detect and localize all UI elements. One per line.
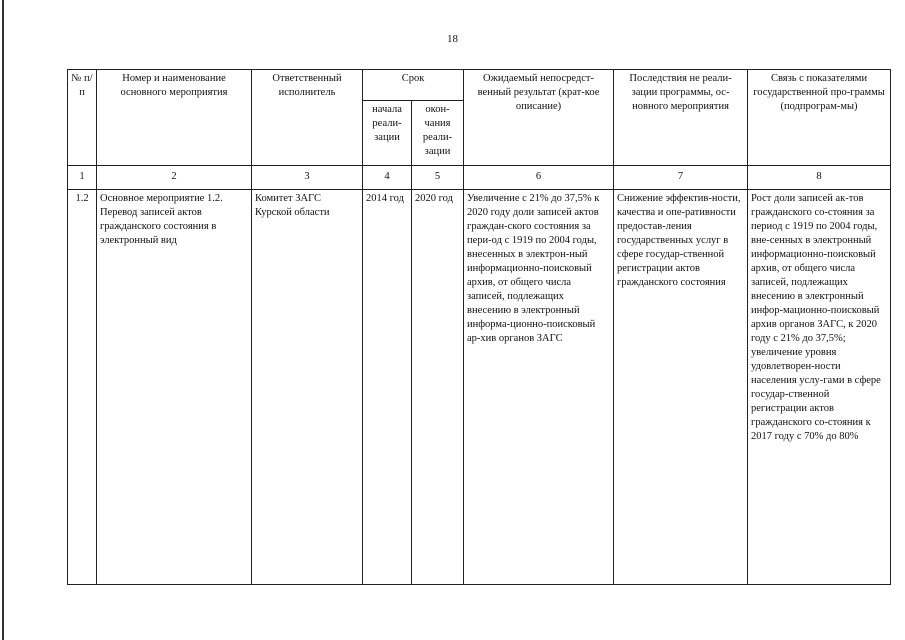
column-number: 6: [464, 166, 614, 190]
column-number: 2: [97, 166, 252, 190]
header-indicator-link: Связь с показателями государственной про-граммы (подпрограм-мы): [748, 70, 891, 166]
row-responsible: Комитет ЗАГС Курской области: [252, 190, 363, 585]
page-left-edge: [2, 0, 4, 640]
header-term: Срок: [363, 70, 464, 101]
table-row: [68, 190, 891, 585]
column-number: 8: [748, 166, 891, 190]
header-activity-name: Номер и наименование основного мероприятия: [97, 70, 252, 166]
row-indicator-link: Рост доли записей ак-тов гражданского со-стояния за период с 1919 по 2004 годы, вне-сенных в электронный информационно-поисковый архив, от общего числа записей, подлежащих внесению в электронный инфор-мационно-поисковый архив органов ЗАГС, к 2020 году с 21% до 37,5%; увеличение уровня удовлетворен-ности населения услу-гами в сфере государ-ственной регистрации актов гражданского со-стояния к 2017 году с 70% до 80%: [748, 190, 891, 585]
column-number: 7: [614, 166, 748, 190]
activities-table: [67, 69, 891, 585]
column-number: 5: [412, 166, 464, 190]
row-num: 1.2: [68, 190, 97, 585]
header-num: № п/п: [68, 70, 97, 166]
column-number: 3: [252, 166, 363, 190]
row-consequences: Снижение эффектив-ности, качества и опе-ративности предостав-ления государственных услуг в сфере государ-ственной регистрации актов гражданского состояния: [614, 190, 748, 585]
header-consequences: Последствия не реали-зации программы, ос-новного мероприятия: [614, 70, 748, 166]
header-term-start: начала реали-зации: [363, 101, 412, 166]
table-header-row: [68, 70, 891, 101]
row-term-end: 2020 год: [412, 190, 464, 585]
row-expected-result: Увеличение с 21% до 37,5% к 2020 году доли записей актов граждан-ского состояния за пери-од с 1919 по 2004 годы, внесенных в электрон-ный информационно-поисковый архив, от общего числа записей, подлежащих внесению в электронный информа-ционно-поисковый ар-хив органов ЗАГС: [464, 190, 614, 585]
header-term-end: окон-чания реали-зации: [412, 101, 464, 166]
row-term-start: 2014 год: [363, 190, 412, 585]
page-number: 18: [447, 33, 458, 45]
header-expected-result: Ожидаемый непосредст-венный результат (крат-кое описание): [464, 70, 614, 166]
column-numbers-row: [68, 166, 891, 190]
header-responsible: Ответственный исполнитель: [252, 70, 363, 166]
row-activity-name: Основное мероприятие 1.2. Перевод записей актов гражданского состояния в электронный вид: [97, 190, 252, 585]
column-number: 1: [68, 166, 97, 190]
column-number: 4: [363, 166, 412, 190]
